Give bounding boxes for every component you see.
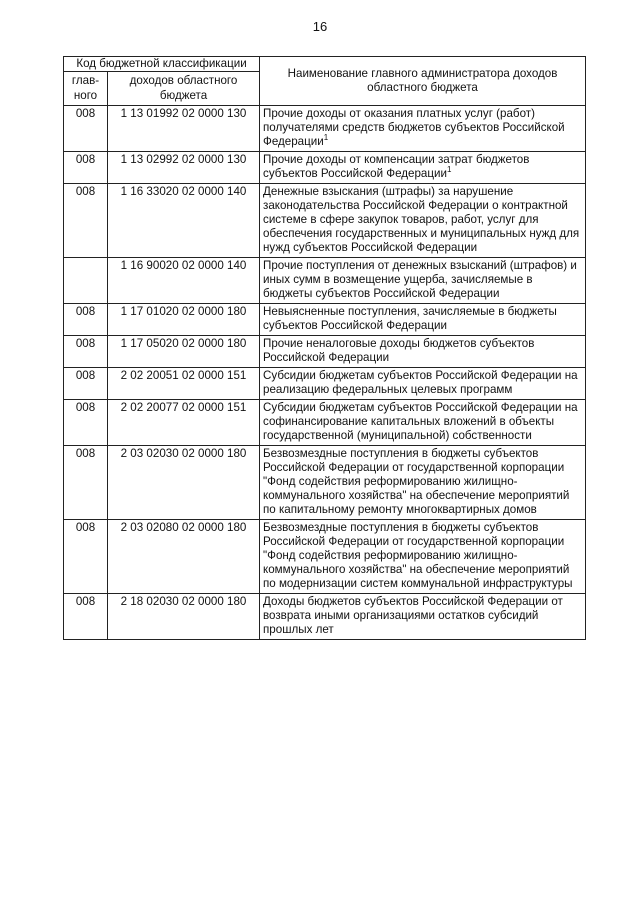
income-name-text: Прочие доходы от оказания платных услуг (работ) получателями средств бюджетов субъектов Российской Федерации <box>263 107 565 148</box>
admin-code-cell: 008 <box>64 152 108 184</box>
income-name-cell <box>260 258 586 304</box>
page-number: 16 <box>312 19 328 34</box>
admin-code-cell: 008 <box>64 184 108 258</box>
income-name-text: Субсидии бюджетам субъектов Российской Федерации на реализацию федеральных целевых программ <box>263 369 578 396</box>
header-regional-income: доходов областного бюджета <box>108 72 260 106</box>
income-name-cell <box>260 520 586 594</box>
table-row <box>64 336 586 368</box>
admin-code-cell: 008 <box>64 520 108 594</box>
footnote-marker: 1 <box>323 133 329 142</box>
admin-code-cell: 008 <box>64 400 108 446</box>
income-name-text: Прочие доходы от компенсации затрат бюджетов субъектов Российской Федерации <box>263 153 530 180</box>
income-name-cell <box>260 446 586 520</box>
income-name-text: Прочие поступления от денежных взысканий (штрафов) и иных сумм в возмещение ущерба, зачисляемые в бюджеты субъектов Российской Федерации <box>263 259 577 300</box>
table-row <box>64 594 586 640</box>
income-name-cell <box>260 304 586 336</box>
income-code-cell: 2 03 02030 02 0000 180 <box>108 446 260 520</box>
income-code-cell: 2 18 02030 02 0000 180 <box>108 594 260 640</box>
table-row <box>64 152 586 184</box>
income-code-cell: 1 17 05020 02 0000 180 <box>108 336 260 368</box>
table-row <box>64 184 586 258</box>
table-row <box>64 106 586 152</box>
income-name-cell <box>260 336 586 368</box>
header-main-administrator: глав- ного <box>64 72 108 106</box>
table-row <box>64 400 586 446</box>
budget-classification-table <box>63 56 586 640</box>
income-name-cell <box>260 594 586 640</box>
table-header-row <box>64 57 586 72</box>
header-classification-code: Код бюджетной классификации <box>64 57 260 72</box>
income-name-text: Безвозмездные поступления в бюджеты субъектов Российской Федерации от государственной корпорации "Фонд содействия реформированию жилищно-коммунального хозяйства" на обеспечение мероприятий по капитальному ремонту многоквартирных домов <box>263 447 570 516</box>
income-code-cell: 1 13 01992 02 0000 130 <box>108 106 260 152</box>
table-row <box>64 368 586 400</box>
income-name-cell <box>260 184 586 258</box>
admin-code-cell: 008 <box>64 594 108 640</box>
table-row <box>64 258 586 304</box>
table-body <box>64 57 586 640</box>
income-name-text: Невыясненные поступления, зачисляемые в бюджеты субъектов Российской Федерации <box>263 305 557 332</box>
income-code-cell: 2 02 20077 02 0000 151 <box>108 400 260 446</box>
income-name-text: Доходы бюджетов субъектов Российской Федерации от возврата иными организациями остатков субсидий прошлых лет <box>263 595 563 636</box>
income-name-cell <box>260 152 586 184</box>
income-name-cell <box>260 368 586 400</box>
income-name-text: Денежные взыскания (штрафы) за нарушение законодательства Российской Федерации о контрактной системе в сфере закупок товаров, работ, услуг для обеспечения государственных и муниципальных нужд для нужд субъектов Российской Федерации <box>263 185 580 254</box>
admin-code-cell: 008 <box>64 106 108 152</box>
admin-code-cell <box>64 258 108 304</box>
income-name-text: Прочие неналоговые доходы бюджетов субъектов Российской Федерации <box>263 337 535 364</box>
income-name-text: Субсидии бюджетам субъектов Российской Федерации на софинансирование капитальных вложений в объекты государственной (муниципальной) собственности <box>263 401 578 442</box>
income-code-cell: 2 02 20051 02 0000 151 <box>108 368 260 400</box>
income-code-cell: 2 03 02080 02 0000 180 <box>108 520 260 594</box>
admin-code-cell: 008 <box>64 304 108 336</box>
header-administrator-name: Наименование главного администратора доходов областного бюджета <box>260 57 586 106</box>
income-name-cell <box>260 400 586 446</box>
table-row <box>64 304 586 336</box>
income-code-cell: 1 16 33020 02 0000 140 <box>108 184 260 258</box>
table-row <box>64 446 586 520</box>
income-name-cell <box>260 106 586 152</box>
income-code-cell: 1 16 90020 02 0000 140 <box>108 258 260 304</box>
admin-code-cell: 008 <box>64 446 108 520</box>
admin-code-cell: 008 <box>64 336 108 368</box>
admin-code-cell: 008 <box>64 368 108 400</box>
income-code-cell: 1 17 01020 02 0000 180 <box>108 304 260 336</box>
income-code-cell: 1 13 02992 02 0000 130 <box>108 152 260 184</box>
table-row <box>64 520 586 594</box>
footnote-marker: 1 <box>446 165 452 174</box>
income-name-text: Безвозмездные поступления в бюджеты субъектов Российской Федерации от государственной корпорации "Фонд содействия реформированию жилищно-коммунального хозяйства" на обеспечение мероприятий по модернизации систем коммунальной инфраструктуры <box>263 521 573 590</box>
